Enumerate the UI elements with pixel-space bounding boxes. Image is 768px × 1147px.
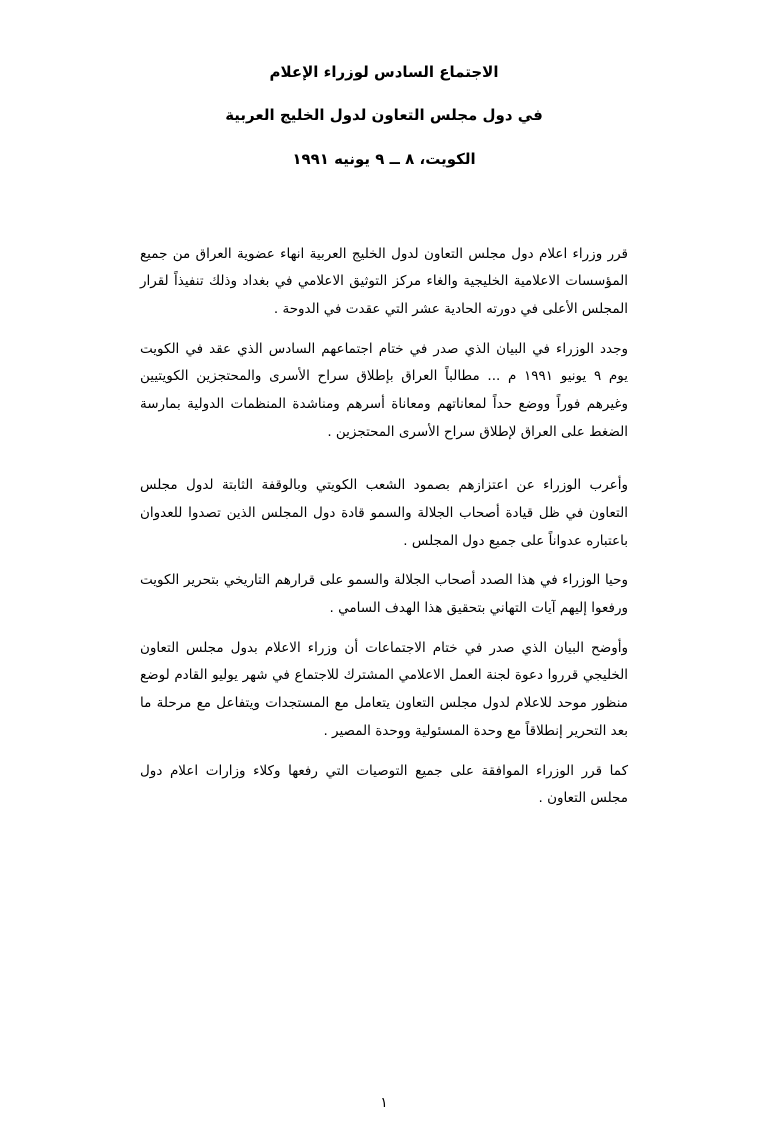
paragraph-4: وحيا الوزراء في هذا الصدد أصحاب الجلالة والسمو على قرارهم التاريخي بتحرير الكويت ورفعوا إليهم آيات التهاني بتحقيق هذا الهدف السامي . <box>140 572 628 617</box>
paragraph-2: وجدد الوزراء في البيان الذي صدر في ختام اجتماعهم السادس الذي عقد في الكويت يوم ٩ يونيو ١٩٩١ م ... مطالباً العراق بإطلاق سراح الأسرى والمحتجزين الكويتيين وغيرهم فوراً ووضع حداً لمعاناتهم ومعاناة أسرهم ومناشدة المنظمات الدولية بمارسة الضغط على العراق لإطلاق سراح الأسرى المحتجزين . <box>140 340 628 440</box>
title-line-3: الكويت، ٨ ــ ٩ يونيه ١٩٩١ <box>292 149 476 168</box>
document-page <box>0 62 768 1147</box>
title-line-1: الاجتماع السادس لوزراء الإعلام <box>269 63 499 81</box>
title-line-2: في دول مجلس التعاون لدول الخليج العربية <box>225 106 543 125</box>
paragraph-1: قرر وزراء اعلام دول مجلس التعاون لدول الخليج العربية انهاء عضوية العراق من جميع المؤسسات الاعلامية الخليجية والغاء مركز التوثيق الاعلامي في بغداد وذلك تنفيذاً لقرار المجلس الأعلى في دورته الحادية عشر التي عقدت في الدوحة . <box>140 245 628 318</box>
document-body <box>140 241 628 813</box>
paragraph-6: كما قرر الوزراء الموافقة على جميع التوصيات التي رفعها وكلاء وزارات اعلام دول مجلس التعاون . <box>140 762 628 807</box>
document-title-block <box>0 62 768 169</box>
paragraph-3: وأعرب الوزراء عن اعتزازهم بصمود الشعب الكويتي وبالوقفة الثابتة لدول مجلس التعاون في ظل قيادة أصحاب الجلالة والسمو قادة دول المجلس الذين تصدوا للعدوان باعتباره عدواناً على جميع دول المجلس . <box>140 477 628 549</box>
page-number: ١ <box>380 1095 388 1111</box>
paragraph-5: وأوضح البيان الذي صدر في ختام الاجتماعات أن وزراء الاعلام بدول مجلس التعاون الخليجي قرروا دعوة لجنة العمل الاعلامي المشترك للاجتماع في شهر يوليو القادم لوضع منظور موحد للاعلام لدول مجلس التعاون يتعامل مع المستجدات ويتفاعل مع مرحلة ما بعد التحرير إنطلاقاً مع وحدة المسئولية ووحدة المصير . <box>140 639 628 739</box>
